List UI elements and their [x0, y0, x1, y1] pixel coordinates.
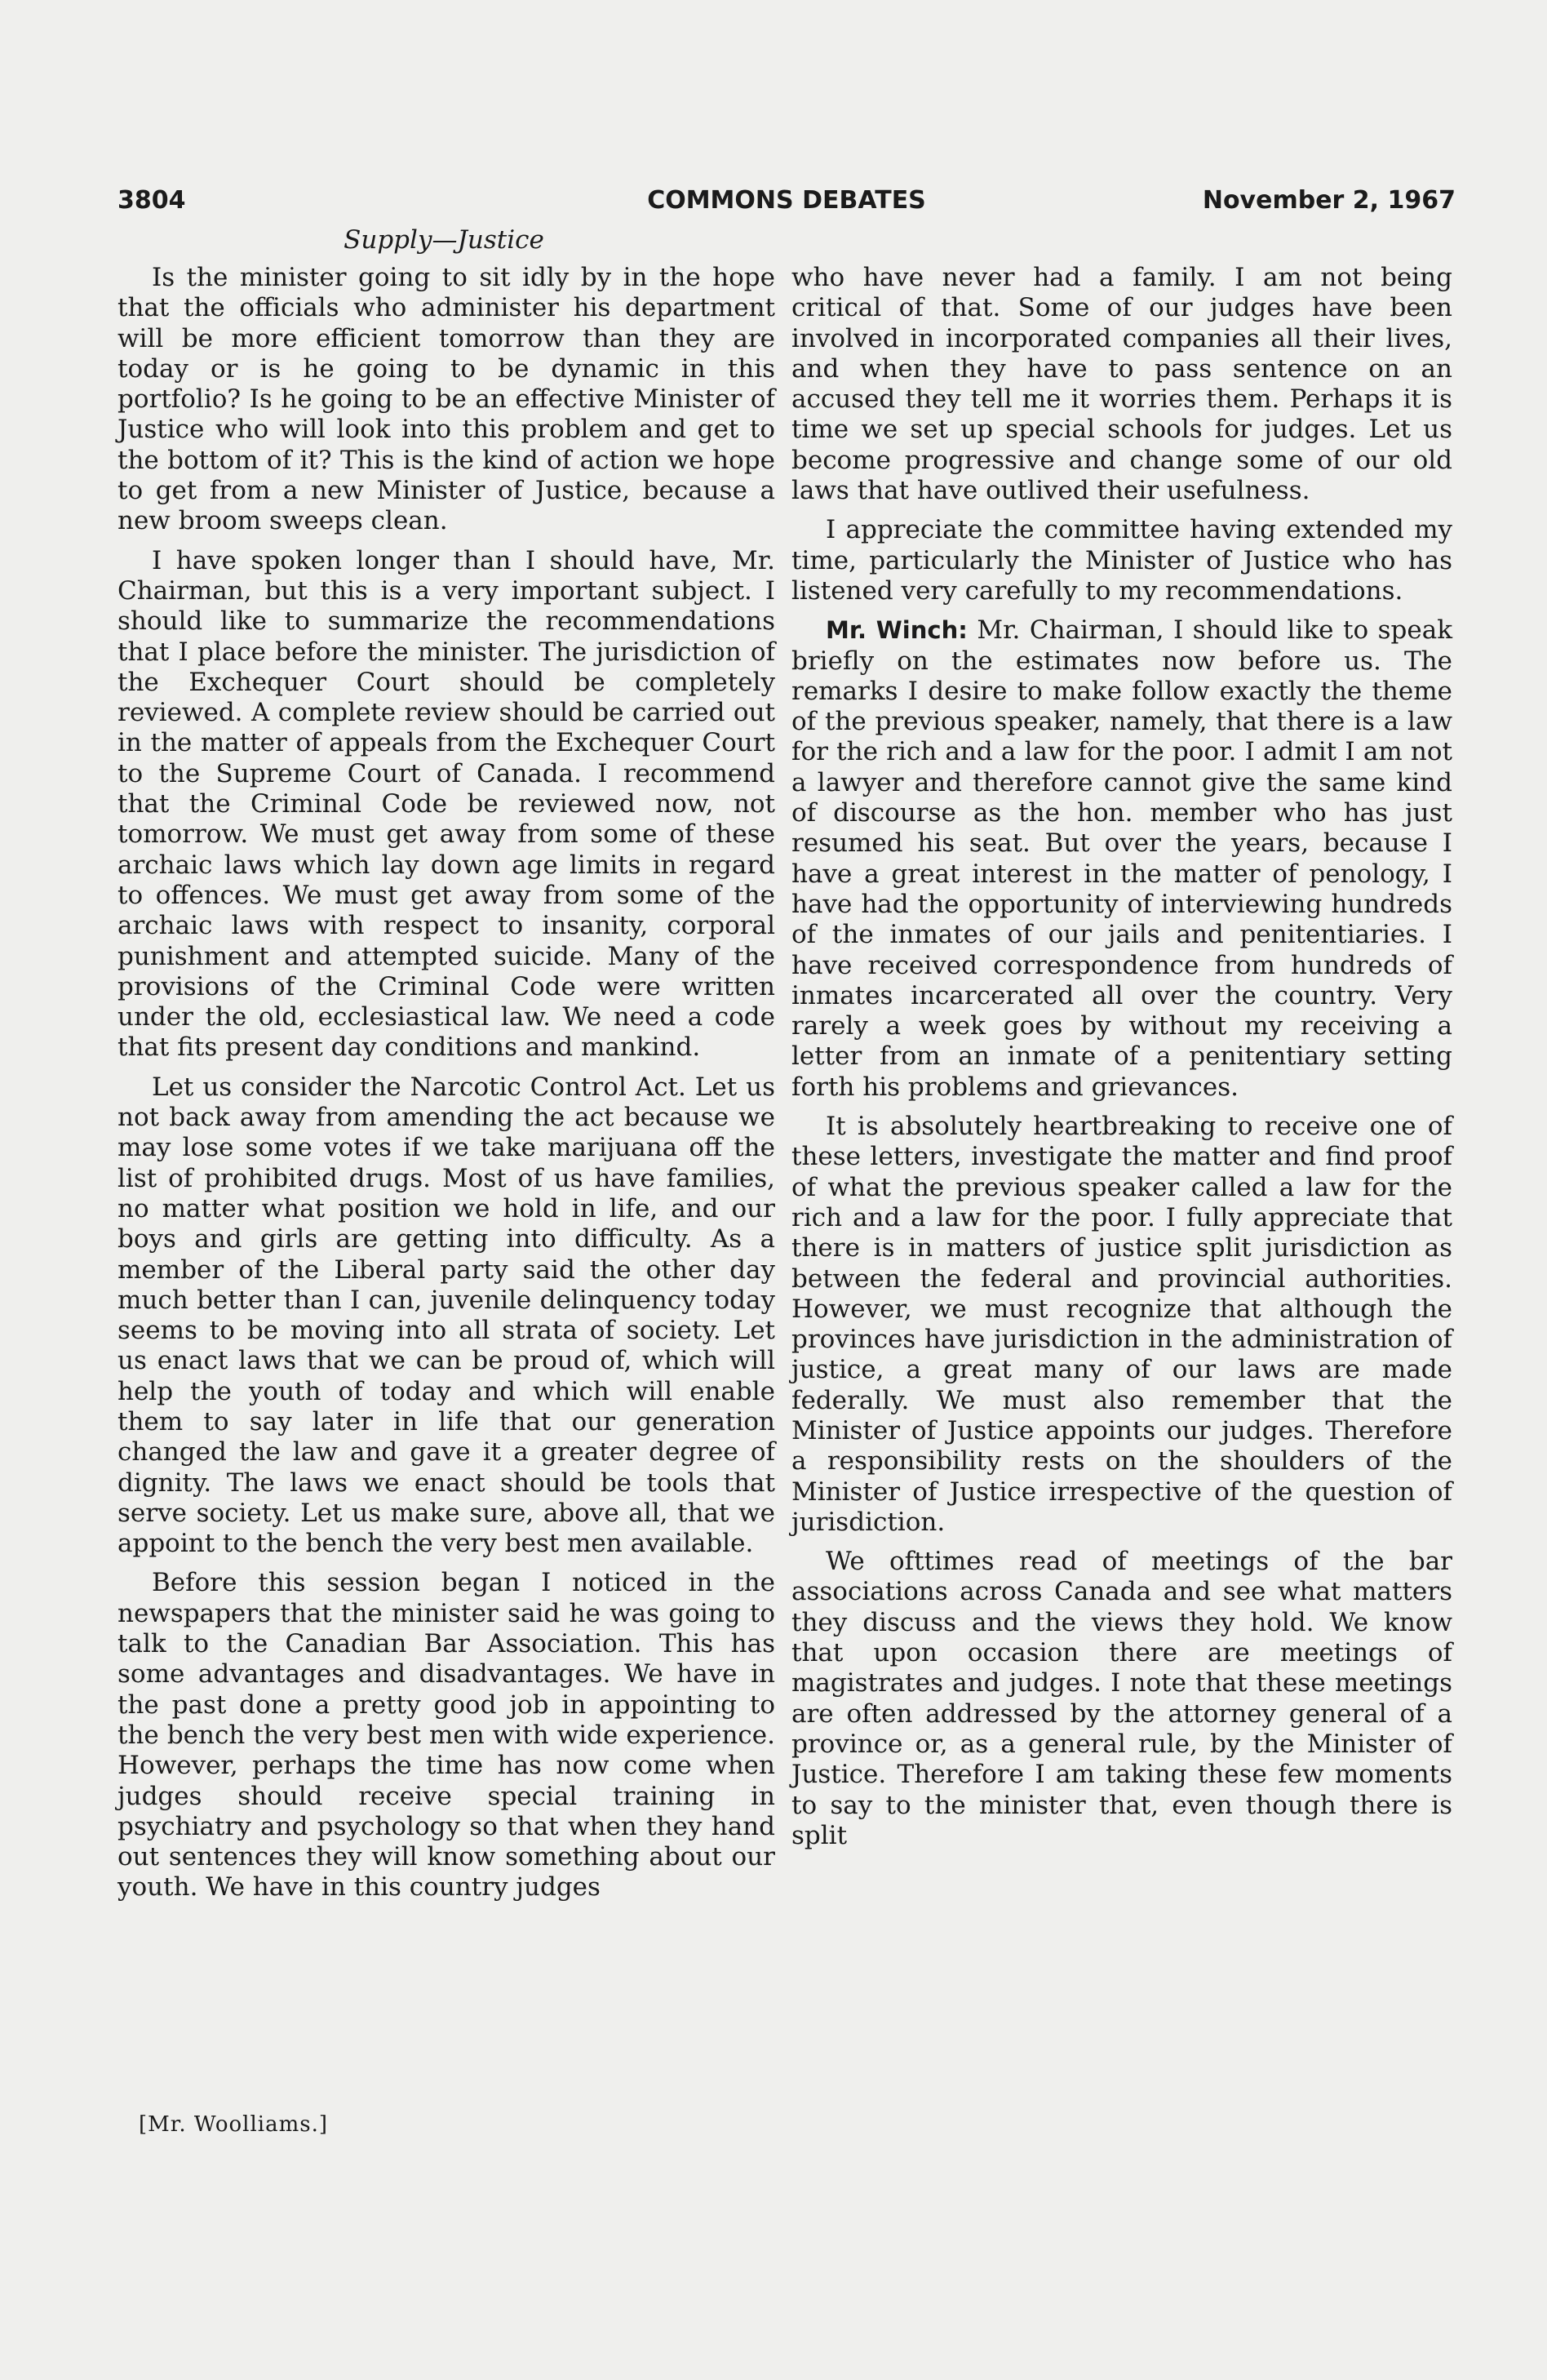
paragraph: It is absolutely heartbreaking to receive one of these letters, investigate the matter and find proof of what the previous speaker called a law for the rich and a law for the poor. I fully appreciate that there is in matters of justice split jurisdiction as between the federal and provincial authorities. However, we must recognize that although the provinces have jurisdiction in the administration of justice, a great many of our laws are made federally. We must also remember that the Minister of Justice appoints our judges. Therefore a responsibility rests on the shoulders of the Minister of Justice irrespective of the question of jurisdiction.: [791, 1112, 1452, 1537]
speaker-attribution: [Mr. Woolliams.]: [139, 2112, 328, 2137]
paragraph: I appreciate the committee having extended my time, particularly the Minister of Justice who has listened very carefully to my recommendations.: [791, 515, 1452, 606]
page-header: [117, 186, 1456, 224]
left-column: [117, 263, 775, 1912]
speech-paragraph: [791, 615, 1452, 1103]
paragraph: Is the minister going to sit idly by in the hope that the officials who administer his department will be more efficient tomorrow than they are today or is he going to be dynamic in this portfolio? Is he going to be an effective Minister of Justice who will look into this problem and get to the bottom of it? This is the kind of action we hope to get from a new Minister of Justice, because a new broom sweeps clean.: [117, 263, 775, 536]
paragraph: I have spoken longer than I should have, Mr. Chairman, but this is a very important subject. I should like to summarize the recommendations that I place before the minister. The jurisdiction of the Exchequer Court should be completely reviewed. A complete review should be carried out in the matter of appeals from the Exchequer Court to the Supreme Court of Canada. I recommend that the Criminal Code be reviewed now, not tomorrow. We must get away from some of these archaic laws which lay down age limits in regard to offences. We must get away from some of the archaic laws with respect to insanity, corporal punishment and attempted suicide. Many of the provisions of the Criminal Code were written under the old, ecclesiastical law. We need a code that fits present day conditions and mankind.: [117, 545, 775, 1063]
speech-text: Mr. Chairman, I should like to speak briefly on the estimates now before us. The remarks I desire to make follow exactly the theme of the previous speaker, namely, that there is a law for the rich and a law for the poor. I admit I am not a lawyer and therefore cannot give the same kind of discourse as the hon. member who has just resumed his seat. But over the years, because I have a great interest in the matter of penology, I have had the opportunity of interviewing hundreds of the inmates of our jails and penitentiaries. I have received correspondence from hundreds of inmates incarcerated all over the country. Very rarely a week goes by without my receiving a letter from an inmate of a penitentiary setting forth his problems and grievances.: [791, 615, 1452, 1102]
publication-title: COMMONS DEBATES: [647, 186, 926, 215]
page-date: November 2, 1967: [1202, 186, 1456, 215]
paragraph: who have never had a family. I am not being critical of that. Some of our judges have been involved in incorporated companies all their lives, and when they have to pass sentence on an accused they tell me it worries them. Perhaps it is time we set up special schools for judges. Let us become progressive and change some of our old laws that have outlived their usefulness.: [791, 263, 1452, 506]
right-column: [791, 263, 1452, 1860]
paragraph: Before this session began I noticed in the newspapers that the minister said he was going to talk to the Canadian Bar Association. This has some advantages and disadvantages. We have in the past done a pretty good job in appointing to the bench the very best men with wide experience. However, perhaps the time has now come when judges should receive special training in psychiatry and psychology so that when they hand out sentences they will know something about our youth. We have in this country judges: [117, 1568, 775, 1903]
page-number: 3804: [117, 186, 186, 215]
paragraph: Let us consider the Narcotic Control Act. Let us not back away from amending the act because we may lose some votes if we take marijuana off the list of prohibited drugs. Most of us have families, no matter what position we hold in life, and our boys and girls are getting into difficulty. As a member of the Liberal party said the other day much better than I can, juvenile delinquency today seems to be moving into all strata of society. Let us enact laws that we can be proud of, which will help the youth of today and which will enable them to say later in life that our generation changed the law and gave it a greater degree of dignity. The laws we enact should be tools that serve society. Let us make sure, above all, that we appoint to the bench the very best men available.: [117, 1072, 775, 1559]
speaker-name: Mr. Winch:: [826, 616, 968, 645]
running-head: Supply—Justice: [344, 225, 544, 255]
paragraph: We ofttimes read of meetings of the bar associations across Canada and see what matters they discuss and the views they hold. We know that upon occasion there are meetings of magistrates and judges. I note that these meetings are often addressed by the attorney general of a province or, as a general rule, by the Minister of Justice. Therefore I am taking these few moments to say to the minister that, even though there is split: [791, 1547, 1452, 1850]
